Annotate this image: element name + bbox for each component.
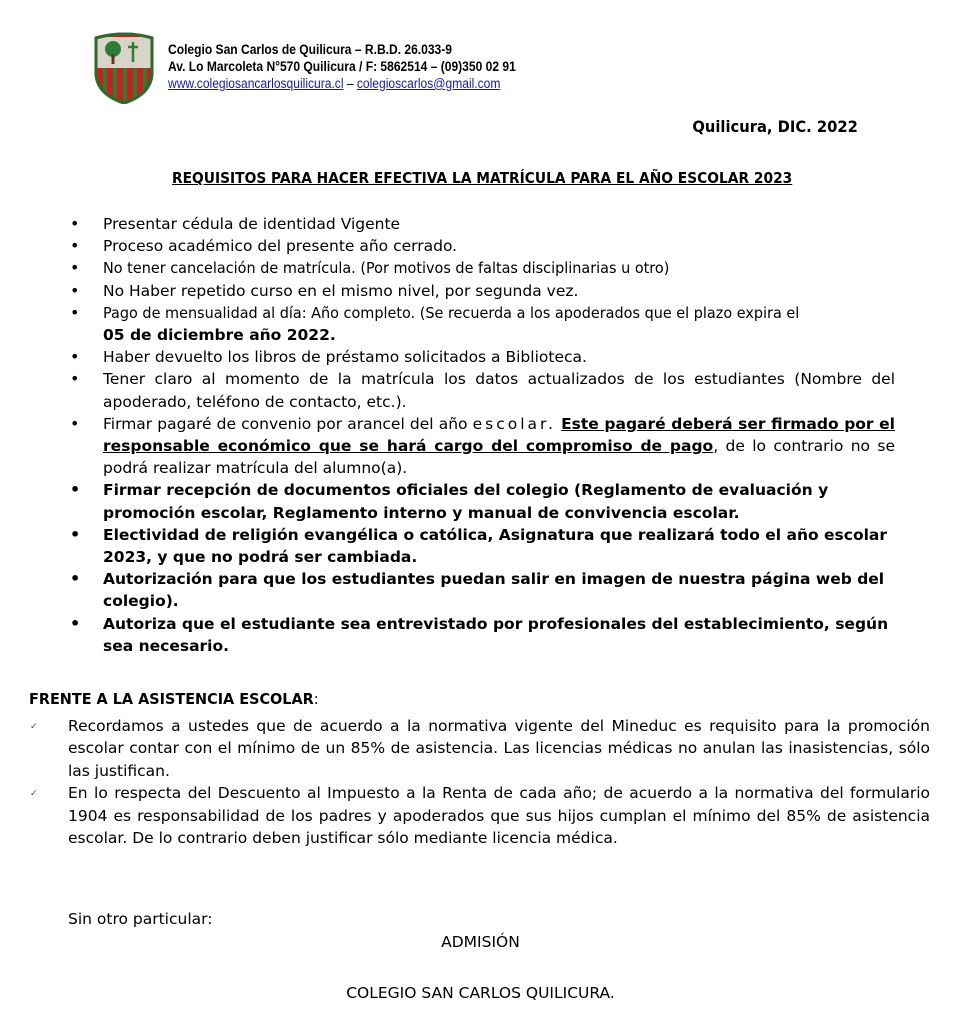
link-separator: – [343, 76, 357, 91]
document-date: Quilicura, DIC. 2022 [692, 117, 858, 136]
letterhead [93, 32, 653, 102]
list-item: • Tener claro al momento de la matrícula los datos actualizados de los estudiantes (Nombre del apoderado, teléfono de contacto, etc.). [70, 368, 895, 412]
list-item: • No Haber repetido curso en el mismo nivel, por segunda vez. [70, 280, 895, 302]
list-item: • Pago de mensualidad al día: Año completo. (Se recuerda a los apoderados que el plazo expira el 05 de diciembre año 2022. [70, 302, 895, 346]
signature-school: COLEGIO SAN CARLOS QUILICURA. [346, 984, 615, 1002]
list-item: ✓ En lo respecta del Descuento al Impuesto a la Renta de cada año; de acuerdo a la normativa del formulario 1904 es responsabilidad de los padres y apoderados que sus hijos cumplan el mínimo del 85% de asistencia escolar. De lo contrario deben justificar sólo mediante licencia médica. [30, 782, 930, 849]
list-item: ✓ Recordamos a ustedes que de acuerdo a la normativa vigente del Mineduc es requisito para la promoción escolar contar con el mínimo de un 85% de asistencia. Las licencias médicas no anulan las inasistencias, sólo las justifican. [30, 715, 930, 782]
list-item: • Electividad de religión evangélica o católica, Asignatura que realizará todo el año escolar 2023, y que no podrá ser cambiada. [70, 524, 895, 568]
attendance-list [30, 715, 930, 849]
list-item: • Haber devuelto los libros de préstamo solicitados a Biblioteca. [70, 346, 895, 368]
signature-department: ADMISIÓN [441, 933, 520, 951]
list-item: • Autorización para que los estudiantes puedan salir en imagen de nuestra página web del colegio). [70, 568, 895, 612]
school-name-line: Colegio San Carlos de Quilicura – R.B.D. 26.033-9 [168, 42, 452, 57]
letterhead-text [168, 41, 516, 92]
school-contact-links [168, 75, 516, 92]
document-title: REQUISITOS PARA HACER EFECTIVA LA MATRÍCULA PARA EL AÑO ESCOLAR 2023 [172, 169, 793, 187]
closing-line: Sin otro particular: [68, 910, 213, 928]
school-crest-logo [93, 32, 155, 104]
list-item: • Autoriza que el estudiante sea entrevistado por profesionales del establecimiento, según sea necesario. [70, 613, 895, 657]
list-item: • Presentar cédula de identidad Vigente [70, 213, 895, 235]
list-item: • No tener cancelación de matrícula. (Por motivos de faltas disciplinarias u otro) [70, 257, 895, 279]
website-link[interactable]: www.colegiosancarlosquilicura.cl [168, 76, 344, 91]
list-item: • Firmar recepción de documentos oficiales del colegio (Reglamento de evaluación y promoción escolar, Reglamento interno y manual de convivencia escolar. [70, 479, 895, 523]
attendance-heading: FRENTE A LA ASISTENCIA ESCOLAR: [29, 690, 319, 708]
school-address-line: Av. Lo Marcoleta N°570 Quilicura / F: 5862514 – (09)350 02 91 [168, 59, 516, 74]
list-item: • Proceso académico del presente año cerrado. [70, 235, 895, 257]
email-link[interactable]: colegioscarlos@gmail.com [356, 76, 501, 91]
requirements-list [70, 213, 895, 657]
list-item: • Firmar pagaré de convenio por arancel del año escolar. Este pagaré deberá ser firmado por el responsable económico que se hará cargo del compromiso de pago, de lo contrario no se podrá realizar matrícula del alumno(a). [70, 413, 895, 480]
